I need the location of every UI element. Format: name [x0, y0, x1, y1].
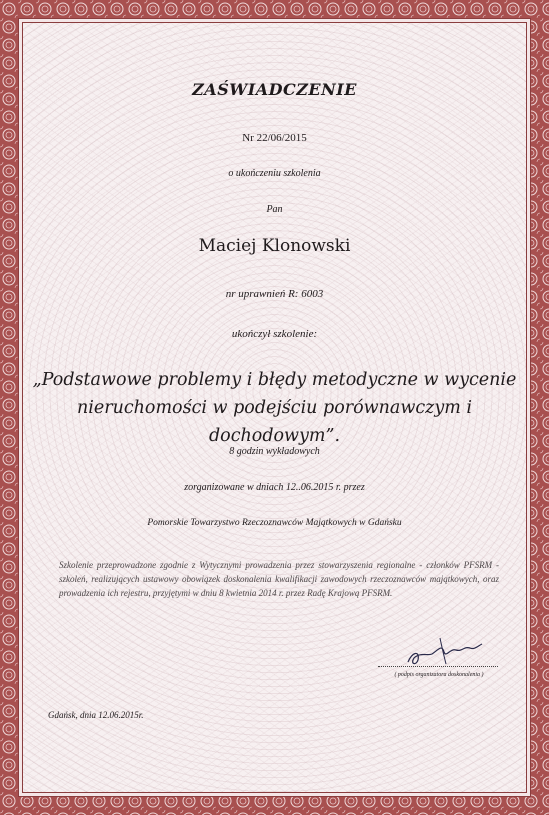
signature-caption: ( podpis organizatora doskonalenia )	[394, 672, 484, 678]
completed-text: ukończył szkolenie:	[231, 328, 318, 340]
certificate-number: Nr 22/06/2015	[242, 132, 307, 144]
course-title-line-2: nieruchomości w podejściu porównawczym i dochodowym”.	[77, 398, 472, 446]
salutation: Pan	[266, 204, 283, 215]
certificate-title: ZAŚWIADCZENIE	[192, 80, 357, 99]
recipient-name: Maciej Klonowski	[198, 236, 351, 256]
certificate-content	[22, 22, 527, 793]
certificate-intro: o ukończeniu szkolenia	[228, 168, 321, 179]
course-title-line-1: „Podstawowe problemy i błędy metodyczne w wycenie	[32, 370, 517, 390]
signature-line	[378, 666, 498, 667]
course-title	[22, 366, 527, 450]
organizer-name: Pomorskie Towarzystwo Rzeczoznawców Majątkowych w Gdańsku	[147, 518, 402, 528]
course-hours: 8 godzin wykładowych	[229, 446, 320, 457]
legal-note: Szkolenie przeprowadzone zgodnie z Wytycznymi prowadzenia przez stowarzyszenia regionalne - członków PFSRM - szkoleń, realizujących ustawowy obowiązek doskonalenia kwalifikacji zawodowych rzeczoznawców majątkowych, oraz prowadzenia ich rejestru, przyjętymi w dniu 8 kwietnia 2014 r. przez Radę Krajową PFSRM.	[59, 560, 499, 598]
license-number: nr uprawnień R: 6003	[225, 288, 324, 300]
handwritten-signature	[402, 634, 484, 674]
place-and-date: Gdańsk, dnia 12.06.2015r.	[48, 710, 144, 720]
organized-dates: zorganizowane w dniach 12..06.2015 r. przez	[184, 482, 365, 493]
